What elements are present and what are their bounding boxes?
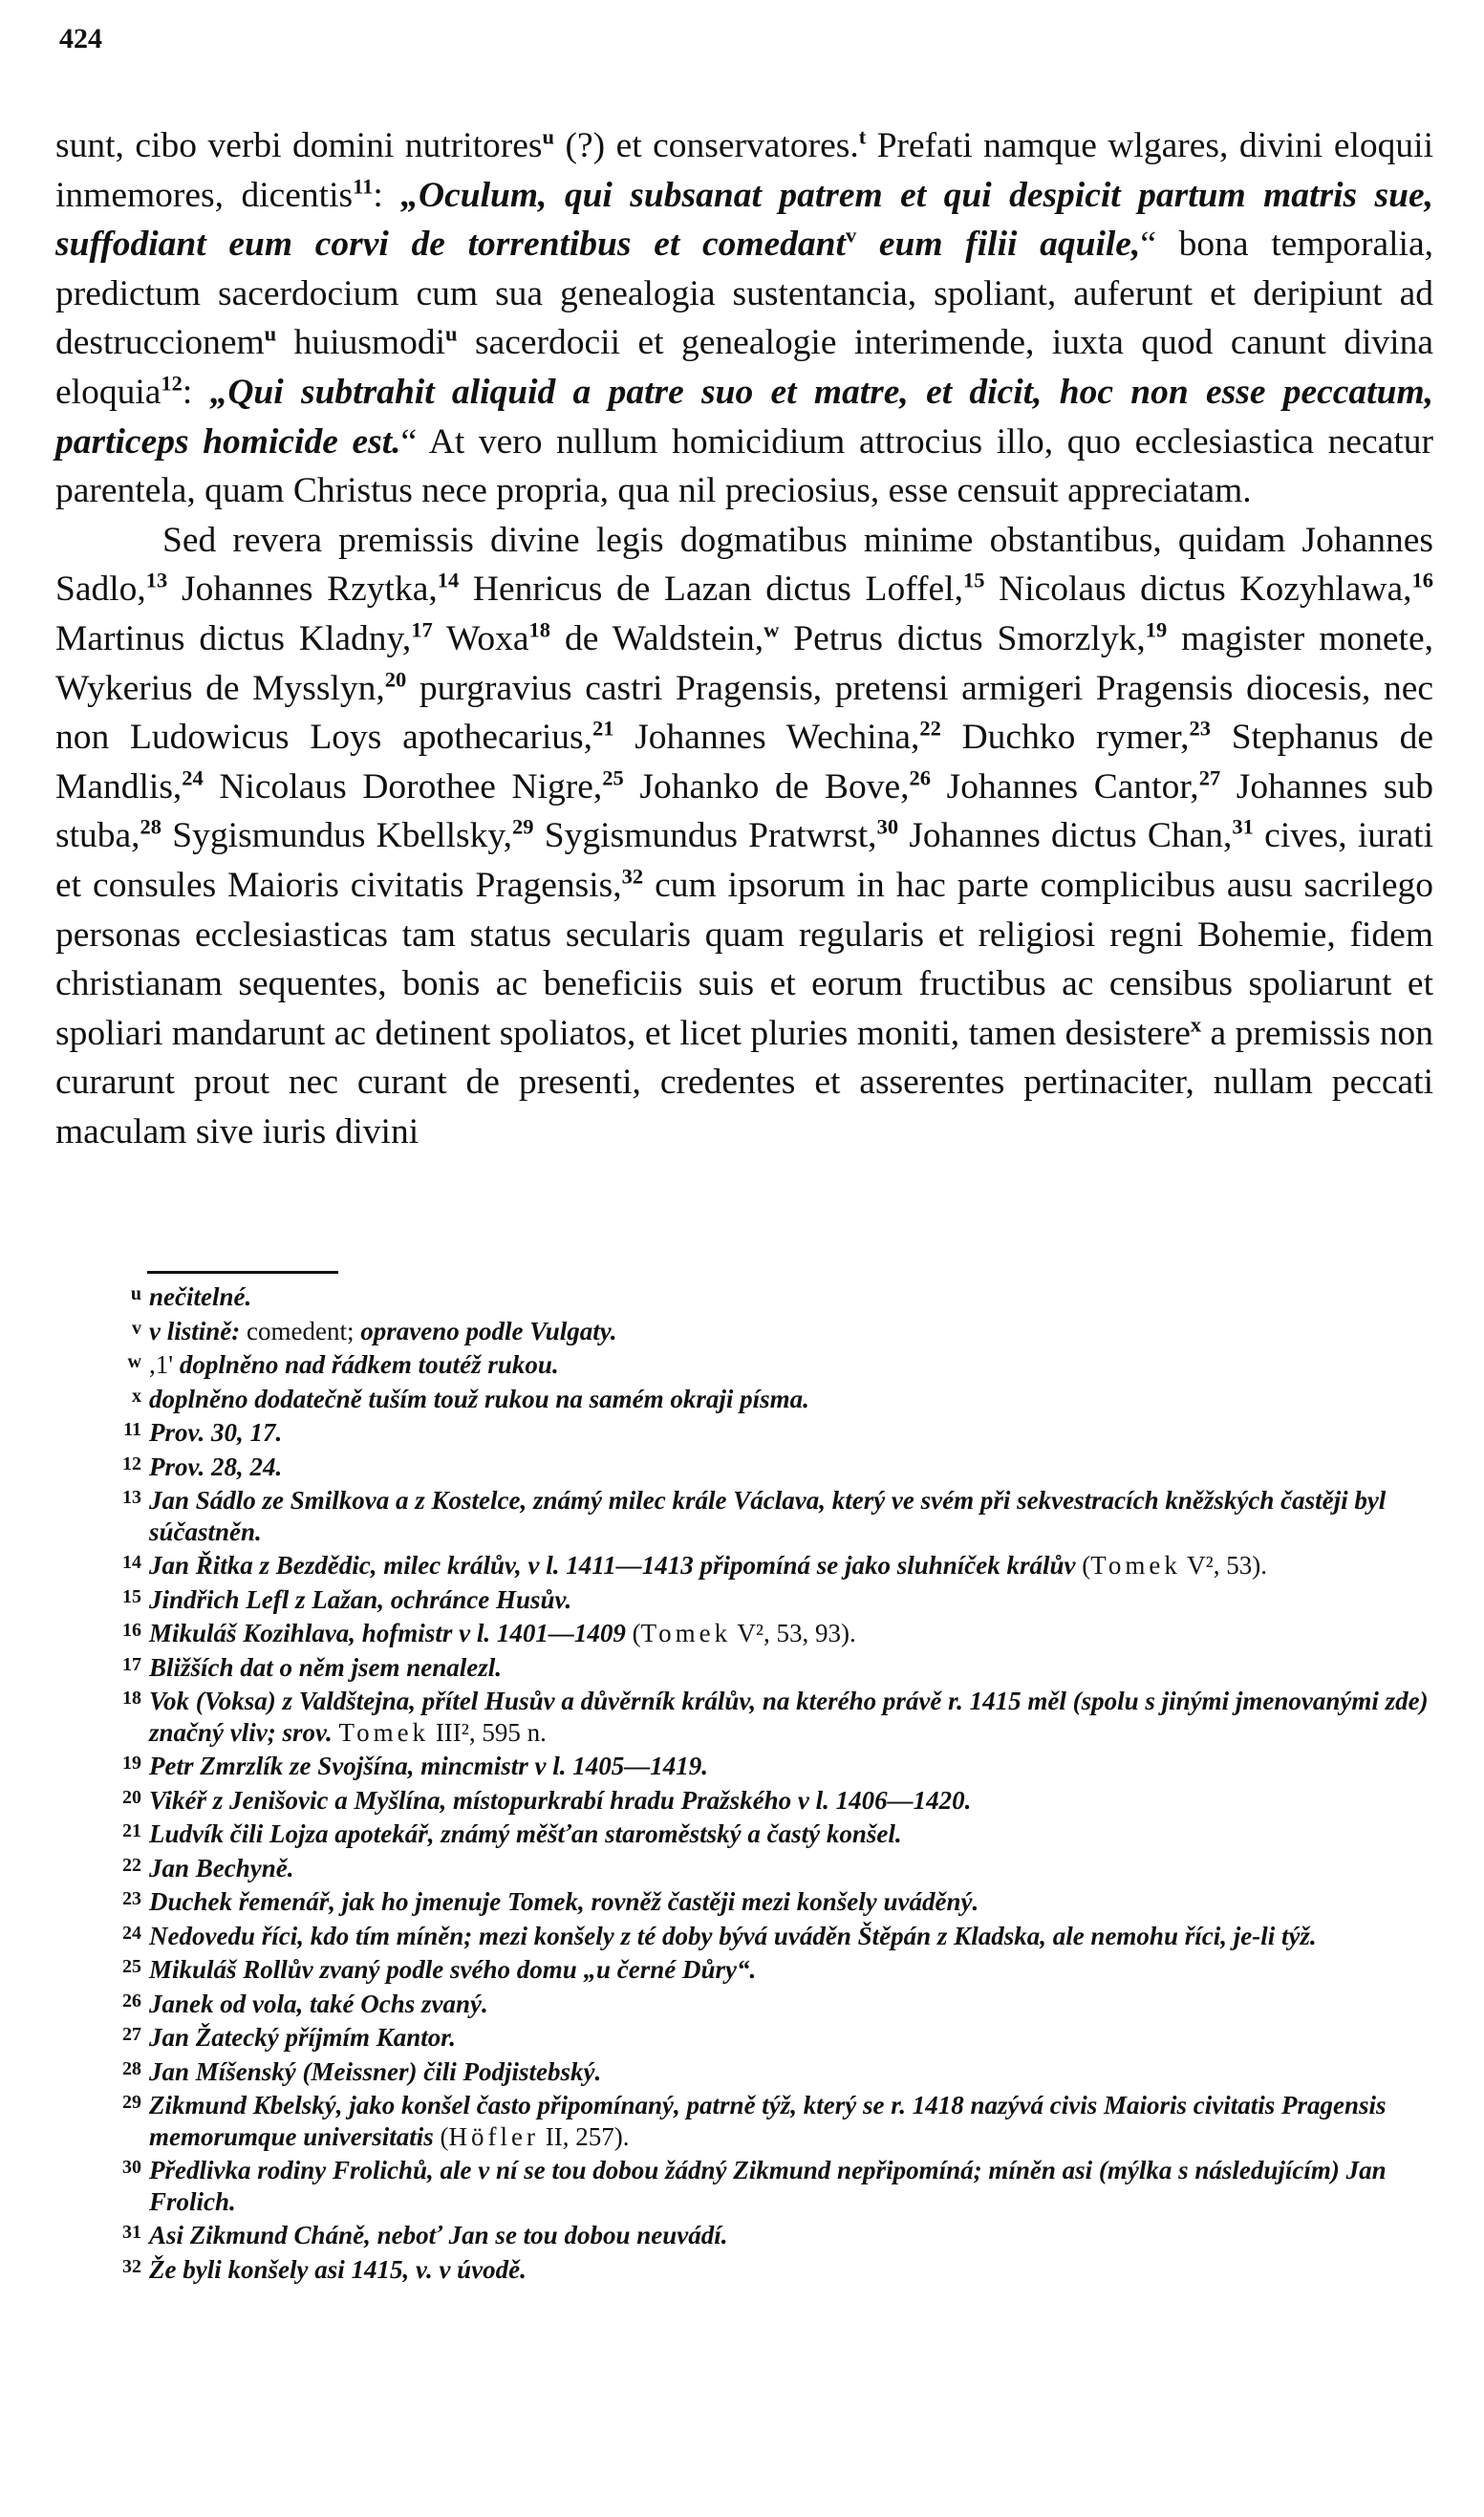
footnote-text: Ludvík čili Lojza apotekář, známý měšťan staroměstský a častý konšel. (149, 1819, 902, 1848)
text-run: Duchko rymer, (940, 718, 1190, 758)
note-marker: 23 (1189, 716, 1211, 741)
footnote (55, 1414, 1433, 1449)
footnote-marker: 14 (122, 1552, 141, 1573)
footnote-marker: v (132, 1317, 141, 1339)
note-marker: 26 (909, 765, 932, 790)
note-marker: 15 (962, 568, 985, 592)
footnote-text: ( (440, 2121, 449, 2151)
note-marker: 21 (591, 716, 614, 741)
text-run: : (182, 372, 210, 412)
text-run: “ bona temporalia, predictum sacerdocium cum sua genealogia sustentancia, spoliant, auferunt et deripiunt ad destruccionem (55, 225, 1433, 363)
footnote (55, 1748, 1433, 1782)
quotation: eum filii aquile, (856, 225, 1141, 265)
text-run: : (373, 175, 401, 215)
footnote-text: Nedovedu říci, kdo tím míněn; mezi konšely z té doby bývá uváděn Štěpán z Kladska, ale nemohu říci, je-li týž. (149, 1921, 1317, 1950)
page-number: 424 (59, 23, 102, 54)
footnote-text: Prov. 30, 17. (149, 1418, 283, 1447)
text-run: Martinus dictus Kladny, (55, 618, 412, 658)
note-marker: u (542, 124, 554, 149)
note-marker: x (1190, 1012, 1202, 1037)
footnote-marker: 11 (123, 1419, 141, 1440)
paragraph-2 (55, 516, 1433, 1157)
footnote-text: Vikéř z Jenišovic a Myšlína, místopurkrabí hradu Pražského v l. 1406—1420. (149, 1785, 972, 1815)
footnote-text: opraveno podle Vulgaty. (360, 1316, 617, 1345)
footnote (55, 1279, 1433, 1313)
footnote (55, 1918, 1433, 1952)
footnote-text: Mikuláš Kozihlava, hofmistr v l. 1401—1409 (149, 1619, 633, 1647)
footnote-marker: 22 (122, 1854, 141, 1876)
text-run: “ At vero nullum homicidium attrocius illo, quo ecclesiastica necatur parentela, quam Christus nece propria, qua nil preciosius, esse censuit appreciatam. (55, 421, 1434, 511)
note-marker: 32 (621, 864, 644, 889)
note-marker: t (858, 124, 867, 149)
text-run: (?) et conservatores. (553, 126, 859, 165)
footnote (55, 1547, 1433, 1581)
footnote-marker: 24 (122, 1922, 141, 1944)
footnote-text: V², 53, 93). (731, 1619, 856, 1647)
footnote-marker: 25 (122, 1956, 141, 1977)
note-marker: 22 (919, 716, 941, 741)
quotation: „Qui subtrahit aliquid a patre suo et matre, et dicit, hoc non esse peccatum, particeps homicide est. (55, 372, 1433, 462)
footnote (55, 1581, 1433, 1616)
footnote-marker: 32 (122, 2255, 141, 2277)
footnote (55, 1346, 1433, 1381)
footnote-marker: 18 (122, 1688, 141, 1709)
footnote-marker: 27 (122, 2024, 141, 2045)
text-run: Sygismundus Pratwrst, (533, 816, 877, 856)
note-marker: 20 (384, 667, 407, 692)
note-marker: 28 (140, 814, 162, 839)
footnote-text: Jan Řitka z Bezdědic, milec králův, v l. 1411—1413 připomíná se jako sluhníček králův (149, 1551, 1083, 1580)
footnote-text: Tomek (1090, 1551, 1181, 1580)
text-run: Nicolaus Dorothee Nigre, (203, 766, 603, 807)
text-run: Johanko de Bove, (623, 766, 910, 807)
note-marker: 18 (528, 617, 551, 642)
note-marker: 14 (437, 568, 460, 592)
footnote-text: Petr Zmrzlík ze Svojšína, mincmistr v l. 1405—1419. (149, 1752, 709, 1780)
text-run: Johannes Rzytka, (167, 570, 438, 610)
text-run: Henricus de Lazan dictus Loffel, (459, 570, 963, 610)
note-marker: 25 (602, 765, 624, 790)
text-run: Sygismundus Kbellsky, (161, 816, 513, 856)
footnote-divider (147, 1271, 338, 1274)
footnote (55, 2087, 1433, 2152)
footnote (55, 1381, 1433, 1415)
note-marker: w (764, 617, 780, 642)
note-marker: 30 (876, 814, 899, 839)
note-marker: 11 (353, 174, 374, 199)
footnote-text: v listině: (149, 1316, 247, 1345)
footnotes (55, 1279, 1433, 2285)
footnote (55, 1986, 1433, 2020)
main-text (55, 121, 1433, 1156)
paragraph-1 (55, 121, 1433, 516)
footnote-text: Jan Míšenský (Meissner) čili Podjistebský. (149, 2056, 602, 2086)
footnote-marker: x (132, 1385, 141, 1407)
footnote (55, 1482, 1433, 1547)
text-run: cives, iurati et consules Maioris civitatis Pragensis, (55, 816, 1433, 905)
footnote-text: Höfler (448, 2121, 540, 2151)
footnote-text: doplněno dodatečně tuším touž rukou na samém okraji písma. (149, 1384, 809, 1413)
footnote-text: Prov. 28, 24. (149, 1452, 283, 1481)
note-marker: 29 (512, 814, 534, 839)
footnote-marker: 19 (122, 1753, 141, 1774)
note-marker: 16 (1411, 568, 1434, 592)
footnote-text: Že byli konšely asi 1415, v. v úvodě. (149, 2254, 527, 2284)
footnote (55, 1951, 1433, 1986)
footnote-marker: w (127, 1351, 141, 1372)
text-run: de Waldstein, (550, 618, 764, 658)
note-marker: v (845, 223, 857, 247)
text-run: Johannes Cantor, (931, 766, 1199, 807)
note-marker: 17 (411, 617, 433, 642)
text-run: sunt, cibo verbi domini nutritores (55, 126, 543, 165)
footnote-text: Zikmund Kbelský, jako konšel často připomínaný, patrně týž, který se r. 1418 nazývá civis Maioris civitatis Pragensis memorumque universitatis (149, 2091, 1387, 2151)
footnote (55, 2054, 1433, 2088)
footnote-marker: 20 (122, 1786, 141, 1808)
note-marker: 31 (1232, 814, 1254, 839)
text-run: Sed revera premissis divine legis dogmatibus minime obstantibus, quidam Johannes Sadlo, (55, 520, 1433, 610)
footnote (55, 2217, 1433, 2251)
footnote (55, 2251, 1433, 2286)
footnote-text: Vok (Voksa) z Valdštejna, přítel Husův a důvěrník králův, na kterého právě r. 1415 měl (spolu s jinými jmenovanými zde) značný vliv; srov. (149, 1687, 1429, 1747)
footnote (55, 1449, 1433, 1483)
footnote-marker: 13 (122, 1487, 141, 1508)
footnote (55, 1816, 1433, 1850)
note-marker: u (445, 321, 458, 346)
text-run: sacerdocii et genealogie interimende, iuxta quod canunt divina eloquia (55, 323, 1433, 412)
footnote-marker: 28 (122, 2057, 141, 2079)
footnote-marker: 30 (122, 2157, 141, 2178)
footnote (55, 1615, 1433, 1649)
footnote-text: Tomek (640, 1619, 732, 1647)
footnote (55, 1782, 1433, 1817)
note-marker: 24 (182, 765, 204, 790)
footnote-text: Duchek řemenář, jak ho jmenuje Tomek, rovněž častěji mezi konšely uváděný. (149, 1887, 979, 1916)
text-run: huiusmodi (276, 323, 446, 363)
footnote (55, 1683, 1433, 1748)
footnote (55, 2152, 1433, 2217)
note-marker: 13 (145, 568, 168, 592)
footnote-text: Jan Bechyně. (149, 1853, 294, 1882)
footnote-text: ,1' (149, 1350, 180, 1379)
footnote-text: comedent; (247, 1316, 361, 1345)
footnote-text: II, 257). (539, 2121, 630, 2151)
text-run: Johannes Wechina, (613, 718, 920, 758)
text-run: magister monete, Wykerius de Mysslyn, (55, 618, 1433, 708)
footnote-marker: 15 (122, 1585, 141, 1607)
text-run: purgravius castri Pragensis, pretensi armigeri Pragensis diocesis, nec non Ludowicus Loys apothecarius, (55, 668, 1433, 758)
footnote-text: Asi Zikmund Cháně, neboť Jan se tou dobou neuvádí. (149, 2221, 728, 2249)
text-run: Stephanus de Mandlis, (55, 718, 1433, 807)
footnote-text: Předlivka rodiny Frolichů, ale v ní se tou dobou žádný Zikmund nepřipomíná; míněn asi (mýlka s následujícím) Jan Frolich. (149, 2156, 1387, 2216)
footnote-marker: 26 (122, 1990, 141, 2011)
footnote-marker: u (130, 1283, 141, 1304)
note-marker: u (264, 321, 277, 346)
footnote-text: Jan Sádlo ze Smilkova a z Kostelce, známý milec krále Václava, který ve svém při sekvestracích kněžských častěji byl súčastněn. (149, 1486, 1387, 1546)
quotation: „Oculum, qui subsanat patrem et qui despicit partum matris sue, suffodiant eum corvi de torrentibus et comedant (55, 175, 1434, 265)
footnote (55, 1850, 1433, 1884)
footnote-marker: 23 (122, 1888, 141, 1909)
footnote-text: ( (1082, 1551, 1091, 1580)
footnote-marker: 29 (122, 2092, 141, 2113)
text-run: Petrus dictus Smorzlyk, (779, 618, 1146, 658)
footnote-marker: 31 (122, 2222, 141, 2243)
footnote-text: Jan Žatecký příjmím Kantor. (149, 2023, 457, 2052)
text-run: Nicolaus dictus Kozyhlawa, (984, 570, 1412, 610)
text-run: Johannes dictus Chan, (898, 816, 1233, 856)
footnote-text: Tomek (338, 1717, 430, 1747)
text-run: a premissis non curarunt prout nec curant de presenti, credentes et asserentes pertinaciter, nullam peccati maculam sive iuris divini (55, 1013, 1433, 1151)
note-marker: 27 (1198, 765, 1221, 790)
text-run: Prefati namque wlgares, divini eloquii inmemores, dicentis (55, 126, 1433, 215)
footnote (55, 1883, 1433, 1918)
footnote-text: Janek od vola, také Ochs zvaný. (149, 1989, 488, 2018)
footnote (55, 1649, 1433, 1684)
footnote-text: doplněno nad řádkem toutéž rukou. (179, 1350, 559, 1379)
text-run: cum ipsorum in hac parte complicibus ausu sacrilego personas ecclesiasticas tam status secularis quam regularis et religiosi regni Bohemie, fidem christianam sequentes, bonis ac beneficiis suis et eorum fructibus ac censibus spoliarunt et spoliari mandarunt ac detinent spoliatos, et licet pluries moniti, tamen desistere (55, 865, 1433, 1053)
footnote-text: III², 595 n. (429, 1717, 547, 1747)
footnote-marker: 16 (122, 1620, 141, 1641)
footnote-marker: 21 (122, 1820, 141, 1841)
footnote-text: Mikuláš Rollův zvaný podle svého domu „u černé Důry“. (149, 1955, 757, 1984)
footnote-text: ( (632, 1619, 641, 1647)
footnote (55, 1313, 1433, 1347)
note-marker: 19 (1145, 617, 1168, 642)
note-marker: 12 (161, 371, 183, 396)
text-run: Woxa (432, 618, 529, 658)
footnote-marker: 17 (122, 1653, 141, 1675)
footnote (55, 2019, 1433, 2054)
footnote-text: Bližších dat o něm jsem nenalezl. (149, 1652, 503, 1682)
text-run: Johannes sub stuba, (55, 766, 1433, 856)
footnote-text: Jindřich Lefl z Lažan, ochránce Husův. (149, 1584, 572, 1614)
footnote-marker: 12 (122, 1452, 141, 1474)
footnote-text: V², 53). (1180, 1551, 1267, 1580)
footnote-text: nečitelné. (149, 1282, 252, 1311)
